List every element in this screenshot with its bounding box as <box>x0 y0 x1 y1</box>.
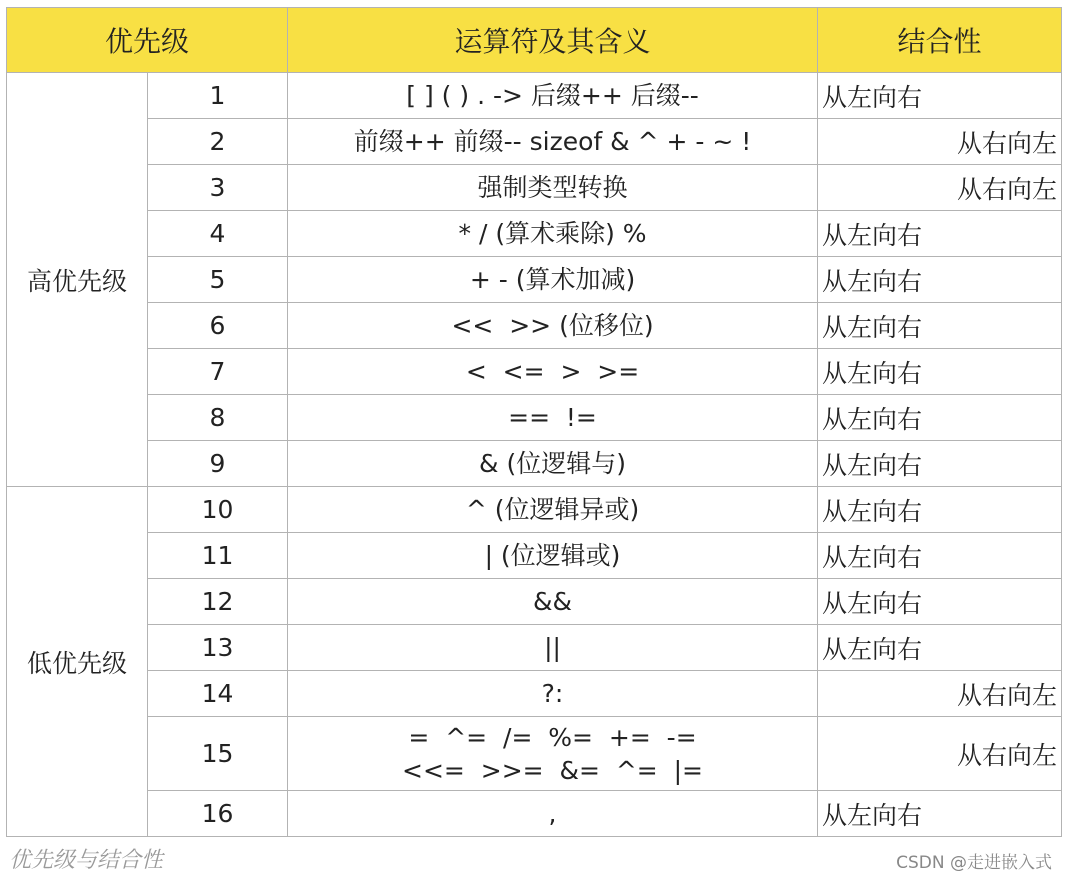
operators-cell <box>288 211 818 257</box>
operators-cell <box>288 165 818 211</box>
table-row <box>7 717 1062 791</box>
operators-cell <box>288 717 818 791</box>
level-cell: 7 <box>148 349 288 395</box>
group-label-low: 低优先级 <box>7 487 148 837</box>
level-cell: 11 <box>148 533 288 579</box>
header-associativity: 结合性 <box>818 8 1062 73</box>
table-row <box>7 441 1062 487</box>
operators-cell <box>288 671 818 717</box>
operators-cell <box>288 257 818 303</box>
table-row <box>7 579 1062 625</box>
header-operators: 运算符及其含义 <box>288 8 818 73</box>
operators-cell <box>288 625 818 671</box>
operators-cell <box>288 791 818 837</box>
table-row <box>7 211 1062 257</box>
level-cell: 1 <box>148 73 288 119</box>
operators-line: <<= >>= &= ^= |= <box>402 755 703 785</box>
operators-cell <box>288 533 818 579</box>
operators-line: 强制类型转换 <box>477 173 628 202</box>
operators-line: 前缀++ 前缀-- sizeof & ^ + - ~ ! <box>353 127 752 156</box>
operators-line: == != <box>508 403 597 432</box>
level-cell: 12 <box>148 579 288 625</box>
associativity-cell: 从左向右 <box>818 395 1062 441</box>
level-cell: 8 <box>148 395 288 441</box>
operators-line: || <box>544 633 561 662</box>
level-cell: 2 <box>148 119 288 165</box>
precedence-table <box>6 7 1062 837</box>
level-cell: 6 <box>148 303 288 349</box>
level-cell: 15 <box>148 717 288 791</box>
figure-caption: 优先级与结合性 <box>9 848 164 873</box>
table-row <box>7 533 1062 579</box>
associativity-cell: 从左向右 <box>818 73 1062 119</box>
associativity-cell: 从右向左 <box>818 119 1062 165</box>
operators-cell <box>288 441 818 487</box>
operators-line: * / (算术乘除) % <box>458 219 647 248</box>
table-row <box>7 395 1062 441</box>
associativity-cell: 从右向左 <box>818 165 1062 211</box>
level-cell: 16 <box>148 791 288 837</box>
associativity-cell: 从左向右 <box>818 303 1062 349</box>
level-cell: 3 <box>148 165 288 211</box>
operators-cell <box>288 349 818 395</box>
associativity-cell: 从左向右 <box>818 579 1062 625</box>
operators-line: ^ (位逻辑异或) <box>465 495 640 524</box>
operators-cell <box>288 579 818 625</box>
operators-cell <box>288 395 818 441</box>
level-cell: 4 <box>148 211 288 257</box>
table-row <box>7 791 1062 837</box>
operators-cell <box>288 73 818 119</box>
table-row <box>7 487 1062 533</box>
level-cell: 10 <box>148 487 288 533</box>
operators-line: << >> (位移位) <box>451 311 654 340</box>
associativity-cell: 从左向右 <box>818 349 1062 395</box>
associativity-cell: 从左向右 <box>818 791 1062 837</box>
operators-line: ?: <box>541 679 564 708</box>
table-row <box>7 73 1062 119</box>
associativity-cell: 从左向右 <box>818 211 1062 257</box>
level-cell: 14 <box>148 671 288 717</box>
associativity-cell: 从左向右 <box>818 533 1062 579</box>
watermark: CSDN @走进嵌入式 <box>896 853 1052 873</box>
table-row <box>7 119 1062 165</box>
table-row <box>7 671 1062 717</box>
operators-line: + - (算术加减) <box>469 265 636 294</box>
table-row <box>7 303 1062 349</box>
operators-line: [ ] ( ) . -> 后缀++ 后缀-- <box>406 81 699 110</box>
level-cell: 5 <box>148 257 288 303</box>
table-row <box>7 257 1062 303</box>
associativity-cell: 从左向右 <box>818 625 1062 671</box>
associativity-cell: 从右向左 <box>818 671 1062 717</box>
table-row <box>7 165 1062 211</box>
operators-cell <box>288 303 818 349</box>
header-priority: 优先级 <box>7 8 288 73</box>
operators-line: < <= > >= <box>465 357 640 386</box>
group-label-high: 高优先级 <box>7 73 148 487</box>
level-cell: 13 <box>148 625 288 671</box>
associativity-cell: 从左向右 <box>818 487 1062 533</box>
operators-line: | (位逻辑或) <box>484 541 621 570</box>
operators-cell <box>288 119 818 165</box>
operators-cell <box>288 487 818 533</box>
table-row <box>7 625 1062 671</box>
operators-line: , <box>548 799 557 828</box>
associativity-cell: 从右向左 <box>818 717 1062 791</box>
operators-line: & (位逻辑与) <box>479 449 626 478</box>
associativity-cell: 从左向右 <box>818 441 1062 487</box>
operators-line: && <box>533 587 573 616</box>
header-row <box>7 8 1062 73</box>
associativity-cell: 从左向右 <box>818 257 1062 303</box>
level-cell: 9 <box>148 441 288 487</box>
table-row <box>7 349 1062 395</box>
operators-line: = ^= /= %= += -= <box>408 722 697 752</box>
